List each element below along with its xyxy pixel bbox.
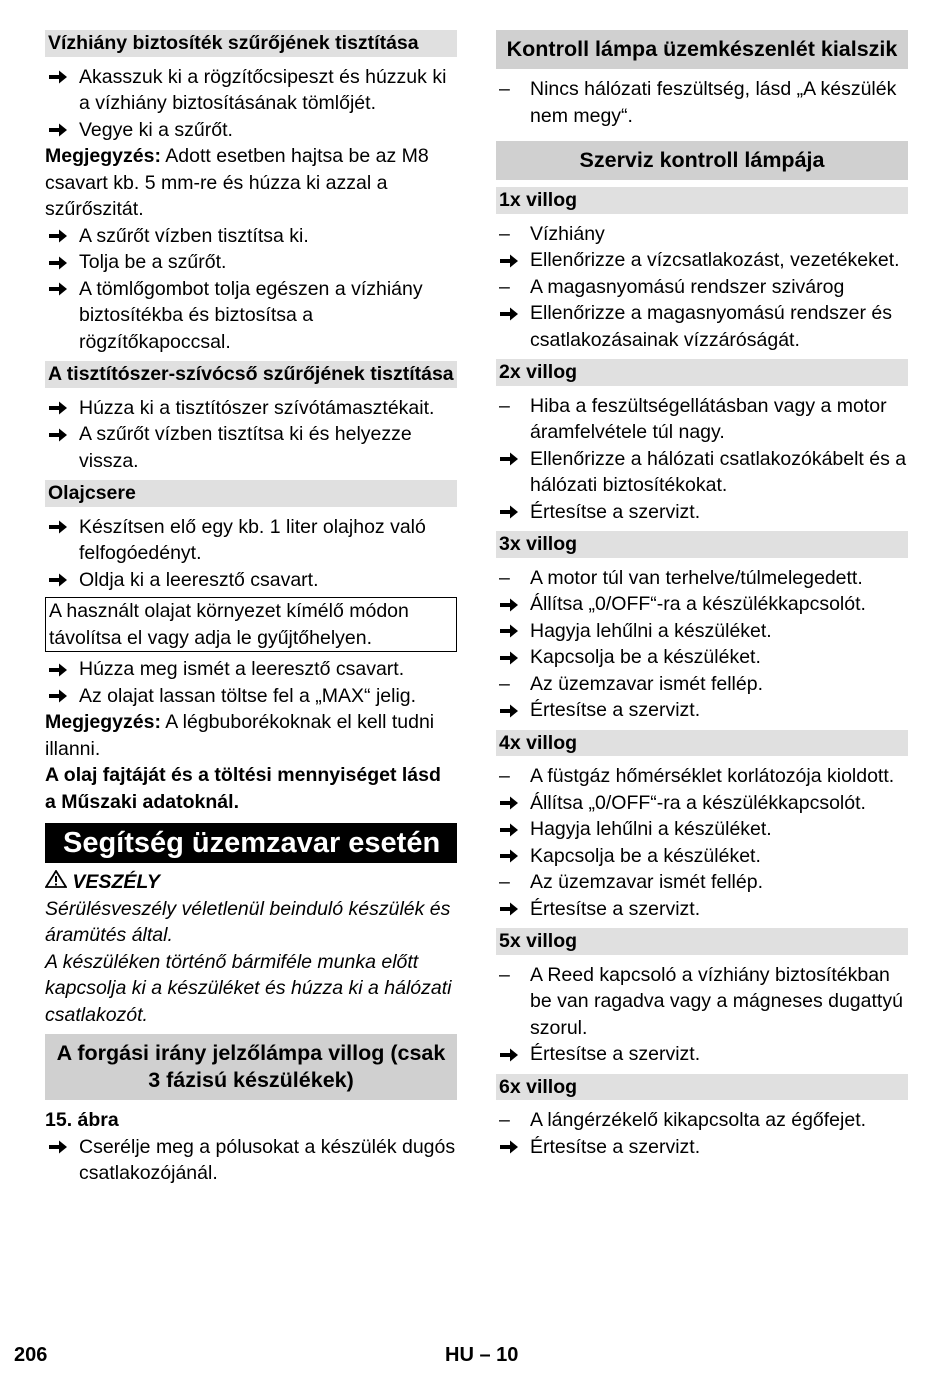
list-item-text: A lángérzékelő kikapcsolta az égőfejet. <box>530 1109 867 1131</box>
danger-text-2: A készüléken történő bármiféle munka előtt kapcsolja ki a készüléket és húzza ki a hálózati csatlakozót. <box>45 950 452 1026</box>
list-item-text: Nincs hálózati feszültség, lásd „A készülék nem megy“. <box>530 78 897 127</box>
list-item-text: Az olajat lassan töltse fel a „MAX“ jelig. <box>79 684 417 707</box>
list-item-text: Kapcsolja be a készüléket. <box>530 844 761 867</box>
dash-bullet-icon: – <box>499 871 510 893</box>
arrow-right-icon <box>499 446 527 473</box>
arrow-right-icon <box>499 644 527 671</box>
arrow-right-icon <box>499 896 527 923</box>
list-item-text: Húzza meg ismét a leeresztő csavart. <box>79 658 405 680</box>
arrow-right-icon <box>48 223 76 250</box>
arrow-right-icon <box>48 421 76 448</box>
arrow-right-icon <box>48 514 76 541</box>
list-item-text: Ellenőrizze a magasnyomású rendszer és csatlakozásainak vízzáróságát. <box>530 302 893 351</box>
danger-text-1: Sérülésveszély véletlenül beinduló készülék és áramütés által. <box>45 897 451 946</box>
list-item-text: Ellenőrizze a vízcsatlakozást, vezetékeket. <box>530 249 900 271</box>
oil-spec-note: A olaj fajtáját és a töltési mennyiséget lásd a Műszaki adatoknál. <box>45 764 441 813</box>
list-item <box>496 565 908 592</box>
list-item-text: Az üzemzavar ismét fellép. <box>530 672 764 695</box>
list-item-text: Állítsa „0/OFF“-ra a készülékkapcsolót. <box>530 593 866 615</box>
list-item <box>496 697 908 724</box>
arrow-right-icon <box>48 395 76 422</box>
dash-bullet-icon: – <box>499 566 510 589</box>
s1-list <box>45 64 457 144</box>
list-item-text: A szűrőt vízben tisztítsa ki. <box>79 224 309 247</box>
note-text: Adott esetben hajtsa be az M8 csavart kb. 5 mm-re és húzza ki azzal a szűrőszitát. <box>45 145 429 220</box>
environment-notice-box: A használt olajat környezet kímélő módon távolítsa el vagy adja le gyűjtőhelyen. <box>45 597 457 652</box>
list-item-text: Állítsa „0/OFF“-ra a készülékkapcsolót. <box>530 791 866 814</box>
s3-list <box>45 514 457 594</box>
list-item <box>496 221 908 248</box>
list-item <box>496 896 908 923</box>
list-item-text: Értesítse a szervizt. <box>530 897 701 920</box>
list-item <box>496 446 908 499</box>
section-heading-water-filter: Vízhiány biztosíték szűrőjének tisztítása <box>45 30 457 57</box>
s2-list <box>45 395 457 475</box>
arrow-right-icon <box>499 300 527 327</box>
arrow-right-icon <box>48 683 76 710</box>
list-item-text: Értesítse a szervizt. <box>530 500 701 523</box>
arrow-right-icon <box>499 790 527 817</box>
list-item <box>45 223 457 250</box>
blink-code-heading: 2x villog <box>496 359 908 386</box>
list-item <box>496 1041 908 1068</box>
s4-list <box>45 1134 457 1187</box>
list-item <box>45 567 457 594</box>
service-lamp-groups <box>496 187 908 1166</box>
list-item <box>496 393 908 446</box>
blink-code-heading: 6x villog <box>496 1074 908 1101</box>
list-item <box>496 763 908 790</box>
dash-bullet-icon: – <box>499 275 510 298</box>
danger-heading <box>45 869 457 896</box>
dash-bullet-icon: – <box>499 765 510 787</box>
list-item <box>45 117 457 144</box>
arrow-right-icon <box>48 249 76 276</box>
arrow-right-icon <box>499 843 527 870</box>
list-item-text: A Reed kapcsoló a vízhiány biztosítékban be van ragadva vagy a mágneses dugattyú szorul. <box>530 963 903 1039</box>
list-item-text: Készítsen elő egy kb. 1 liter olajhoz való felfogóedényt. <box>79 515 426 564</box>
arrow-right-icon <box>499 697 527 724</box>
s1-list-2 <box>45 223 457 356</box>
list-item <box>45 395 457 422</box>
left-column <box>45 30 457 1187</box>
list-item-text: Értesítse a szervizt. <box>530 699 701 721</box>
list-item-text: A tömlőgombot tolja egészen a vízhiány biztosítékba és biztosítsa a rögzítőkapoccsal. <box>79 277 423 353</box>
list-item-text: Értesítse a szervizt. <box>530 1135 701 1158</box>
list-item <box>496 671 908 698</box>
list-item-text: A szűrőt vízben tisztítsa ki és helyezze vissza. <box>79 423 412 472</box>
blink-code-heading: 5x villog <box>496 928 908 955</box>
page-label: HU – 10 <box>445 1344 519 1366</box>
list-item-text: Vízhiány <box>530 222 605 245</box>
list-item-text: Vegye ki a szűrőt. <box>79 118 233 141</box>
main-section-title: Segítség üzemzavar esetén <box>45 823 457 863</box>
list-item-text: Ellenőrizze a hálózati csatlakozókábelt és a hálózati biztosítékokat. <box>530 447 907 496</box>
list-item <box>496 962 908 1042</box>
section-heading-service-lamp: Szerviz kontroll lámpája <box>496 141 908 180</box>
arrow-right-icon <box>48 276 76 303</box>
s1-note <box>45 143 457 223</box>
dash-bullet-icon: – <box>499 963 510 986</box>
list-item <box>496 300 908 353</box>
list-item <box>45 276 457 356</box>
note-label: Megjegyzés: <box>45 711 161 733</box>
blink-code-heading: 4x villog <box>496 730 908 757</box>
figure-reference: 15. ábra <box>45 1109 119 1131</box>
list-item <box>45 656 457 683</box>
dash-bullet-icon: – <box>499 672 510 695</box>
section-heading-ready-lamp: Kontroll lámpa üzemkészenlét kialszik <box>496 30 908 69</box>
arrow-right-icon <box>48 117 76 144</box>
list-item <box>496 869 908 896</box>
arrow-right-icon <box>499 247 527 274</box>
list-item-text: Hagyja lehűlni a készüléket. <box>530 619 772 642</box>
note-label: Megjegyzés: <box>45 145 161 167</box>
list-item <box>496 644 908 671</box>
list-item-text: Kapcsolja be a készüléket. <box>530 646 761 668</box>
list-item <box>45 683 457 710</box>
list-item-text: A motor túl van terhelve/túlmelegedett. <box>530 566 863 589</box>
s3-list-2 <box>45 656 457 709</box>
danger-label: VESZÉLY <box>72 871 160 893</box>
arrow-right-icon <box>48 64 76 91</box>
arrow-right-icon <box>499 1134 527 1161</box>
s3-note <box>45 709 457 762</box>
arrow-right-icon <box>499 499 527 526</box>
list-item <box>45 249 457 276</box>
list-item <box>496 1107 908 1134</box>
arrow-right-icon <box>48 567 76 594</box>
list-item-text: Tolja be a szűrőt. <box>79 251 227 273</box>
list-item-text: Értesítse a szervizt. <box>530 1043 701 1065</box>
section-heading-rotation-lamp: A forgási irány jelzőlámpa villog (csak 3 fázisú készülékek) <box>45 1034 457 1100</box>
blink-code-heading: 1x villog <box>496 187 908 214</box>
arrow-right-icon <box>499 1041 527 1068</box>
list-item-text: A füstgáz hőmérséklet korlátozója kioldott. <box>530 765 895 787</box>
list-item <box>496 247 908 274</box>
list-item <box>496 76 908 129</box>
list-item-text: Akasszuk ki a rögzítőcsipeszt és húzzuk ki a vízhiány biztosításának tömlőjét. <box>79 65 447 114</box>
note-text: A légbuborékoknak el kell tudni illanni. <box>45 711 435 760</box>
arrow-right-icon <box>48 1134 76 1161</box>
list-item-text: A magasnyomású rendszer szivárog <box>530 275 845 298</box>
arrow-right-icon <box>48 656 76 683</box>
list-item-text: Cserélje meg a pólusokat a készülék dugós csatlakozójánál. <box>79 1135 456 1184</box>
list-item <box>496 591 908 618</box>
list-item <box>45 421 457 474</box>
warning-triangle-icon <box>45 871 67 893</box>
page-number: 206 <box>14 1344 48 1366</box>
dash-bullet-icon: – <box>499 222 510 245</box>
list-item <box>496 816 908 843</box>
list-item <box>45 1134 457 1187</box>
blink-code-heading: 3x villog <box>496 531 908 558</box>
dash-bullet-icon: – <box>499 78 510 100</box>
list-item-text: Hagyja lehűlni a készüléket. <box>530 818 772 840</box>
dash-bullet-icon: – <box>499 1109 510 1131</box>
list-item <box>45 514 457 567</box>
arrow-right-icon <box>499 816 527 843</box>
list-item-text: Húzza ki a tisztítószer szívótámasztékait. <box>79 396 435 419</box>
list-item <box>496 618 908 645</box>
r1-list <box>496 76 908 129</box>
section-heading-oil-change: Olajcsere <box>45 480 457 507</box>
list-item <box>496 843 908 870</box>
list-item-text: Az üzemzavar ismét fellép. <box>530 871 764 893</box>
section-heading-detergent-filter: A tisztítószer-szívócső szűrőjének tisztítása <box>45 361 457 388</box>
list-item <box>45 64 457 117</box>
list-item <box>496 1134 908 1161</box>
list-item <box>496 790 908 817</box>
arrow-right-icon <box>499 618 527 645</box>
list-item-text: Hiba a feszültségellátásban vagy a motor áramfelvétele túl nagy. <box>530 394 887 443</box>
dash-bullet-icon: – <box>499 394 510 417</box>
arrow-right-icon <box>499 591 527 618</box>
list-item-text: Oldja ki a leeresztő csavart. <box>79 568 319 591</box>
list-item <box>496 274 908 301</box>
list-item <box>496 499 908 526</box>
right-column <box>496 30 908 1166</box>
